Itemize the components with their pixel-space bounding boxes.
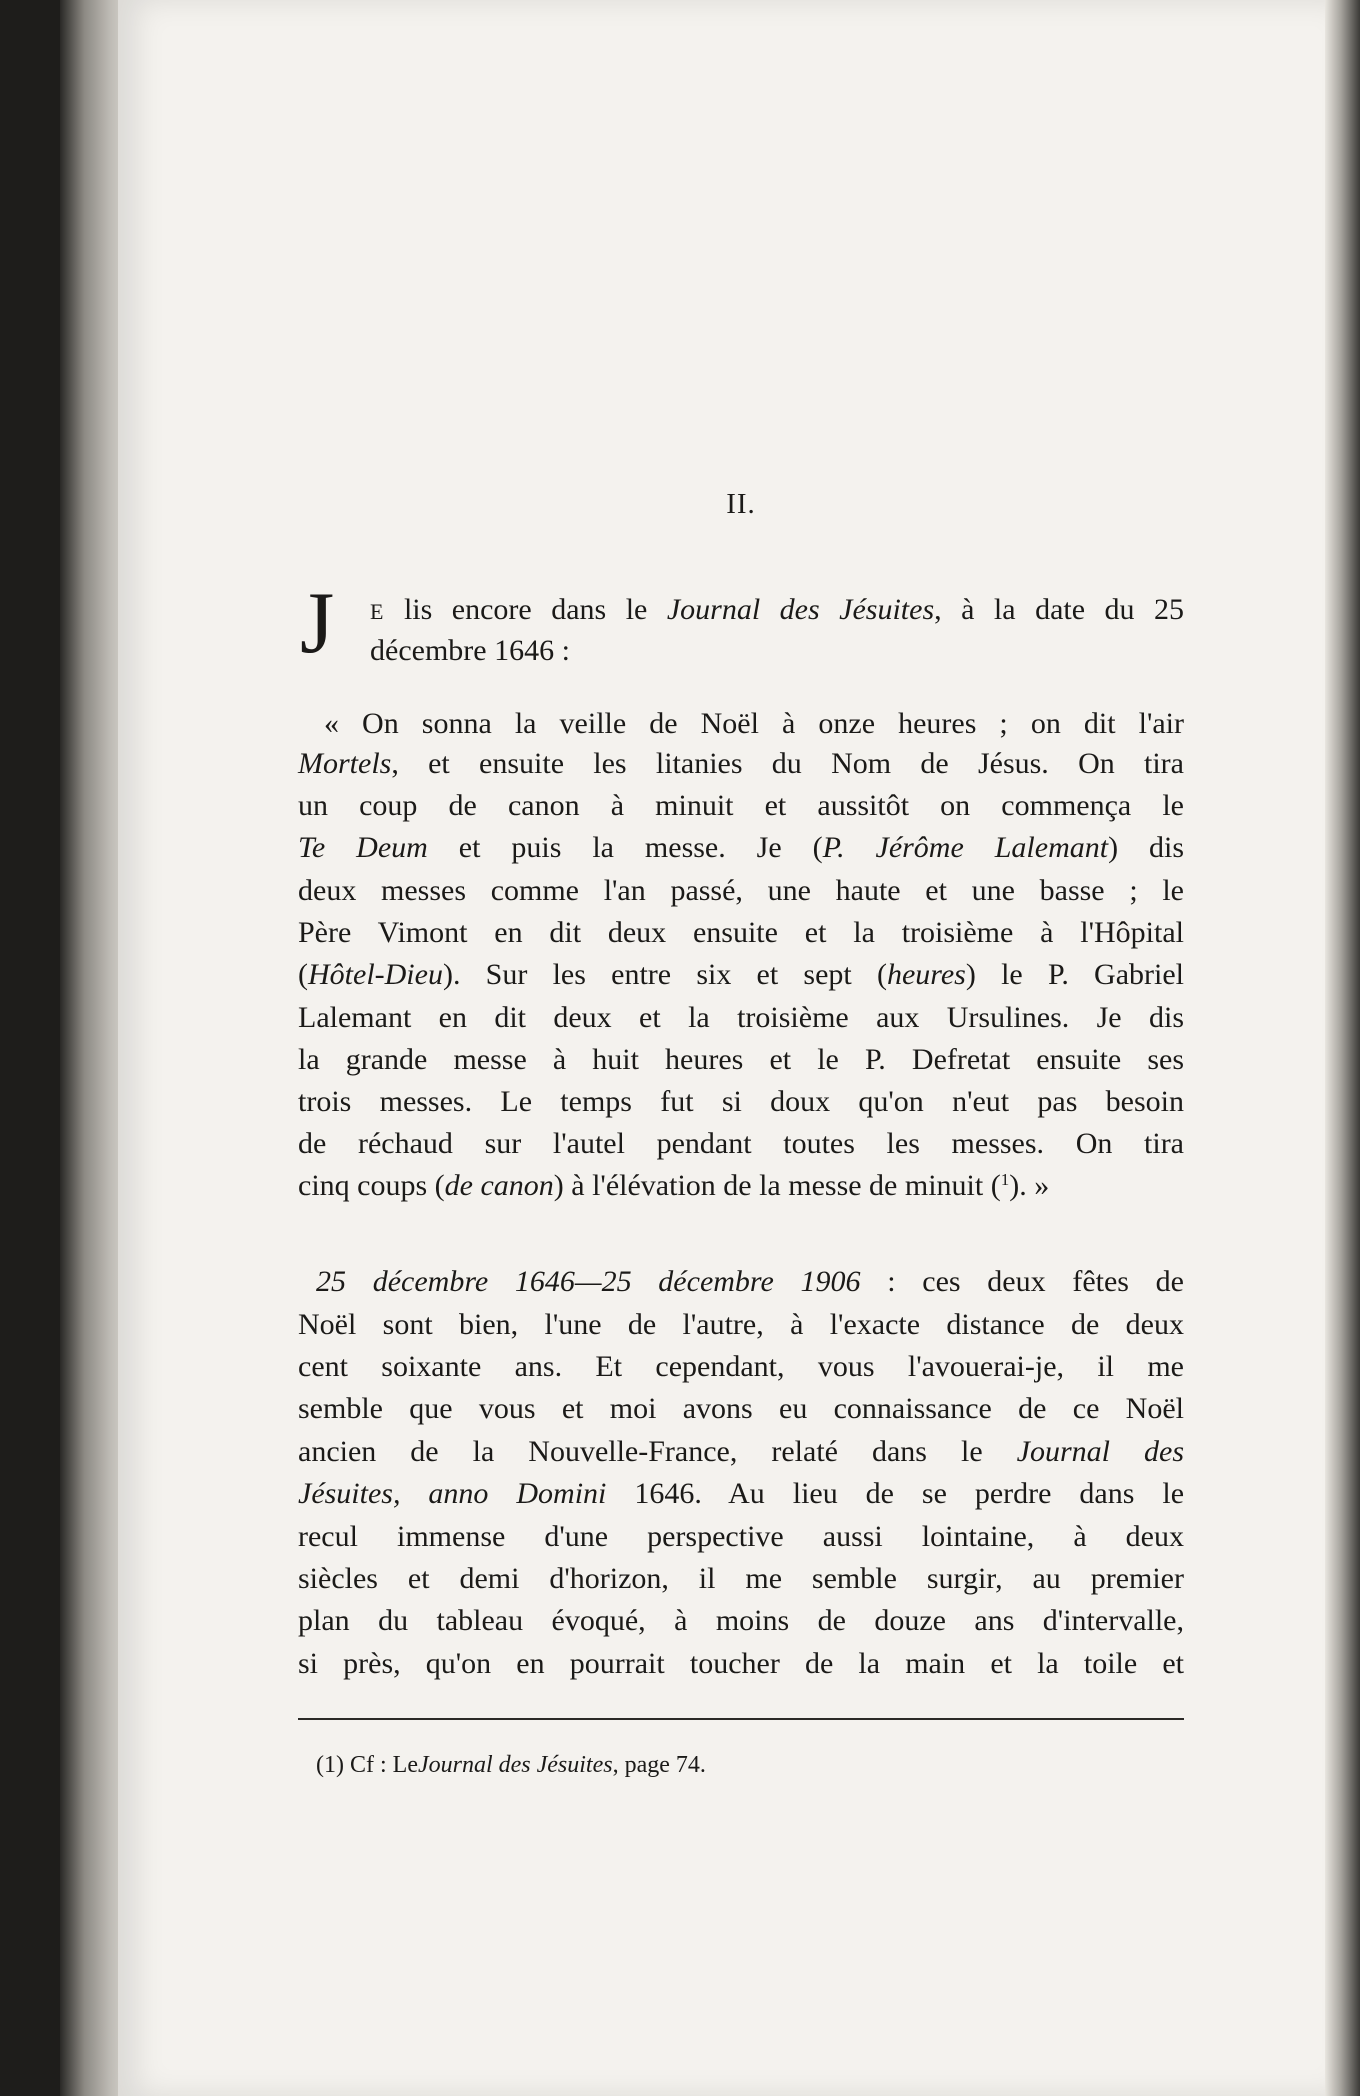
paragraph-line: recul immense d'une perspective aussi lointaine, à deux: [298, 1520, 1184, 1553]
quote-line: un coup de canon à minuit et aussitôt on commença le: [298, 789, 1184, 822]
paragraph-line: décembre 1646 :: [370, 634, 570, 667]
paragraph-line: siècles et demi d'horizon, il me semble surgir, au premier: [298, 1562, 1184, 1595]
quote-line: cinq coups (de canon) à l'élévation de la messe de minuit ($^1$). »: [298, 1169, 1050, 1202]
footnote-divider: [298, 1718, 1184, 1720]
page-edge-shadow: [1325, 0, 1360, 2096]
quote-line: la grande messe à huit heures et le P. Defretat ensuite ses: [298, 1043, 1184, 1076]
section-heading: II.: [726, 488, 756, 520]
quote-line: deux messes comme l'an passé, une haute et une basse ; le: [298, 874, 1184, 907]
footnote: (1) Cf : LeJournal des Jésuites, page 74.: [316, 1752, 706, 1778]
drop-cap: J: [300, 575, 335, 672]
paragraph-line: semble que vous et moi avons eu connaissance de ce Noël: [298, 1392, 1184, 1425]
book-page: [118, 0, 1330, 2096]
quote-line: Mortels, et ensuite les litanies du Nom de Jésus. On tira: [298, 747, 1184, 780]
paragraph-line: Noël sont bien, l'une de l'autre, à l'exacte distance de deux: [298, 1308, 1184, 1341]
quote-line: (Hôtel-Dieu). Sur les entre six et sept (heures) le P. Gabriel: [298, 958, 1184, 991]
quote-line: de réchaud sur l'autel pendant toutes les messes. On tira: [298, 1127, 1184, 1160]
quote-line: trois messes. Le temps fut si doux qu'on n'eut pas besoin: [298, 1085, 1184, 1118]
paragraph-line: 25 décembre 1646—25 décembre 1906 : ces deux fêtes de: [316, 1265, 1184, 1298]
paragraph-line: Jésuites, anno Domini 1646. Au lieu de se perdre dans le: [298, 1477, 1185, 1510]
paragraph-line: cent soixante ans. Et cependant, vous l'avouerai-je, il me: [298, 1350, 1184, 1383]
footnote-reference: 1: [1000, 1170, 1010, 1189]
paragraph-line: ancien de la Nouvelle-France, relaté dans le Journal des: [298, 1435, 1184, 1468]
quote-line: « On sonna la veille de Noël à onze heures ; on dit l'air: [324, 707, 1184, 740]
paragraph-line: E lis encore dans le Journal des Jésuites, à la date du 25: [370, 593, 1185, 626]
quote-line: Père Vimont en dit deux ensuite et la troisième à l'Hôpital: [298, 916, 1184, 949]
paragraph-line: plan du tableau évoqué, à moins de douze ans d'intervalle,: [298, 1604, 1184, 1637]
quote-line: Lalemant en dit deux et la troisième aux Ursulines. Je dis: [298, 1001, 1184, 1034]
paragraph-line: si près, qu'on en pourrait toucher de la main et la toile et: [298, 1647, 1184, 1680]
quote-line: Te Deum et puis la messe. Je (P. Jérôme Lalemant) dis: [298, 831, 1185, 864]
